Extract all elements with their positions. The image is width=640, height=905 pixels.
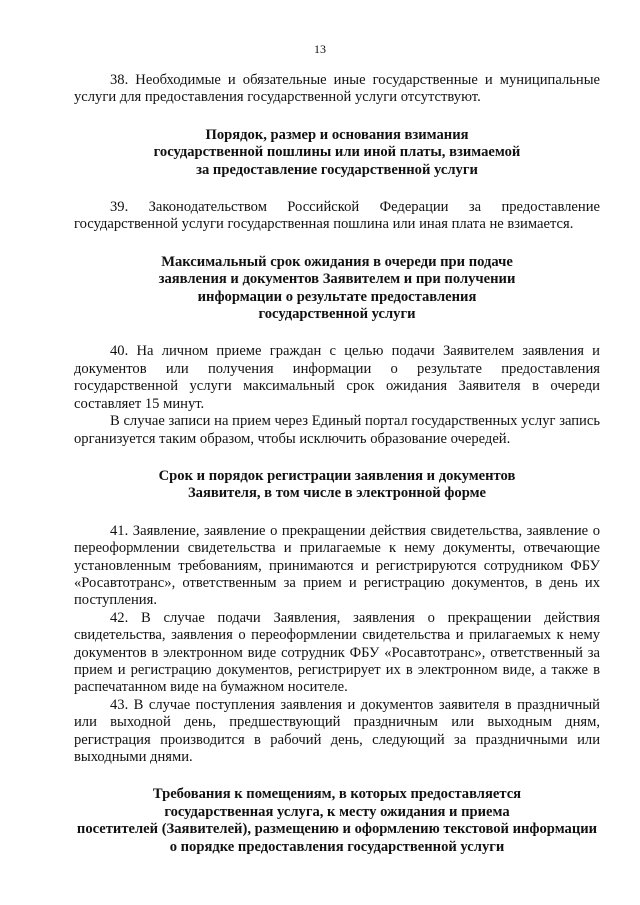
heading-line: посетителей (Заявителей), размещению и оформлению текстовой информации bbox=[76, 821, 598, 838]
paragraph-39: 39. Законодательством Российской Федерации за предоставление государственной услуги государственная пошлина или иная плата не взимается. bbox=[74, 199, 600, 233]
heading-state-fee bbox=[74, 127, 600, 179]
heading-registration bbox=[74, 468, 600, 503]
page-number: 13 bbox=[314, 42, 326, 56]
heading-line: Требования к помещениям, в которых предоставляется bbox=[152, 786, 522, 803]
heading-line: государственной пошлины или иной платы, взимаемой bbox=[153, 144, 521, 161]
paragraph-41: 41. Заявление, заявление о прекращении действия свидетельства, заявление о переоформлении свидетельства и прилагаемые к нему документы, отвечающие установленным требованиям, принимаются и регистрируются сотрудником ФБУ «Росавтотранс», ответственным за прием и регистрацию документов, в день их поступления. bbox=[74, 522, 600, 609]
paragraph-38: 38. Необходимые и обязательные иные государственные и муниципальные услуги для предоставления государственной услуги отсутствуют. bbox=[74, 72, 600, 106]
heading-line: за предоставление государственной услуги bbox=[196, 161, 478, 178]
heading-line: Максимальный срок ожидания в очереди при подаче bbox=[161, 253, 513, 270]
heading-line: о порядке предоставления государственной услуги bbox=[169, 838, 505, 855]
paragraph-42: 42. В случае подачи Заявления, заявления о прекращении действия свидетельства, заявления о переоформлении свидетельства и прилагаемых к нему документов в электронном виде сотрудник ФБУ «Росавтотранс», ответственный за прием и регистрацию документов, регистрирует их в электронном виде, а также в распечатанном виде на бумажном носителе. bbox=[74, 609, 600, 696]
paragraph-40-queue: В случае записи на прием через Единый портал государственных услуг запись организуется таким образом, чтобы исключить образование очередей. bbox=[74, 413, 600, 447]
paragraph-40: 40. На личном приеме граждан с целью подачи Заявителем заявления и документов или получения информации о результате предоставления государственной услуги максимальный срок ожидания Заявителя в очереди составляет 15 минут. bbox=[74, 343, 600, 412]
heading-line: Срок и порядок регистрации заявления и документов bbox=[158, 467, 516, 484]
document-body bbox=[74, 72, 600, 856]
heading-line: государственная услуга, к месту ожидания и приема bbox=[164, 803, 510, 820]
heading-line: государственной услуги bbox=[258, 306, 416, 323]
heading-line: информации о результате предоставления bbox=[197, 288, 477, 305]
heading-premises-requirements bbox=[74, 786, 600, 856]
paragraph-43: 43. В случае поступления заявления и документов заявителя в праздничный или выходной день, предшествующий праздничным или выходным дням, регистрация производится в рабочий день, следующий за праздничными или выходными днями. bbox=[74, 696, 600, 765]
heading-line: заявления и документов Заявителем и при получении bbox=[158, 271, 516, 288]
heading-queue-time bbox=[74, 254, 600, 324]
heading-line: Заявителя, в том числе в электронной форме bbox=[187, 485, 487, 502]
heading-line: Порядок, размер и основания взимания bbox=[205, 126, 469, 143]
